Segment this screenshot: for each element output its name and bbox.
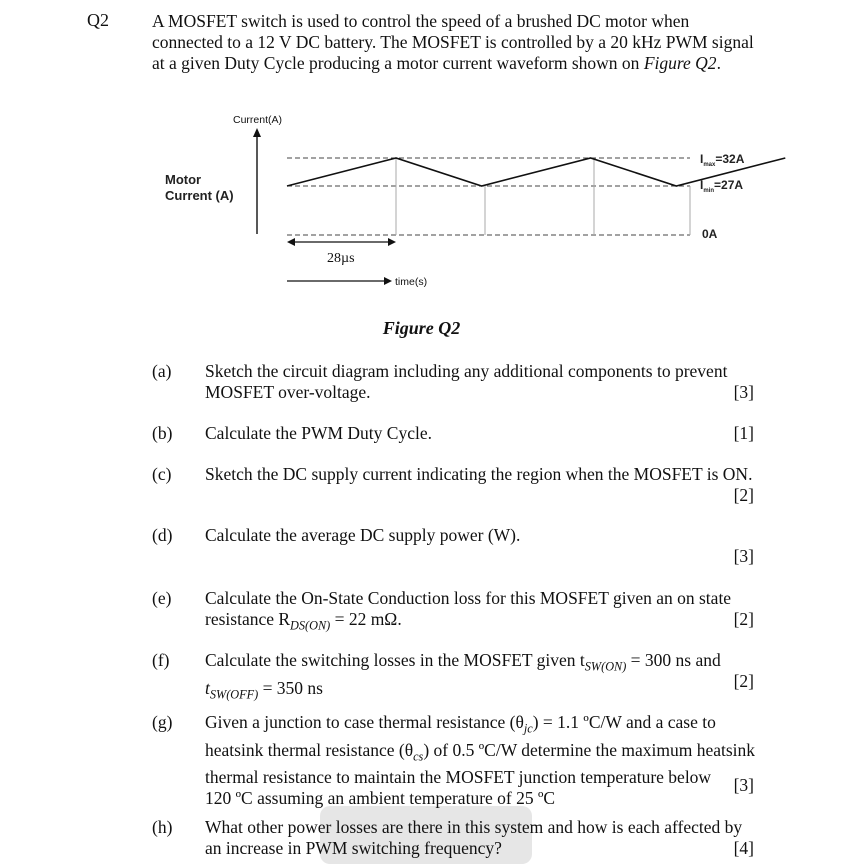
part-c-text: Sketch the DC supply current indicating the region when the MOSFET is ON. [205, 464, 753, 484]
part-g-marks: [3] [733, 775, 754, 795]
part-f-tswon-sub: SW(ON) [584, 659, 627, 674]
part-g-cs-sub: cs [413, 749, 424, 763]
zero-label: 0A [702, 227, 718, 241]
part-g-line-1a: Given a junction to case thermal resistance (θ [205, 712, 524, 732]
part-g-line-1b: ) = 1.1 ºC/W and a case to [532, 712, 716, 732]
part-e-line-1: Calculate the On-State Conduction loss for this MOSFET given an on state [205, 588, 732, 608]
part-a-marks: [3] [733, 382, 754, 402]
part-f-line-1 [205, 650, 760, 678]
part-g-label: (g) [152, 712, 173, 732]
question-intro [152, 11, 760, 74]
y-axis-label: Current(A) [233, 114, 283, 126]
side-label-line2: Current (A) [165, 188, 234, 203]
motor-current-figure [0, 100, 843, 300]
part-h-line-2: an increase in PWM switching frequency? [205, 838, 502, 858]
part-c-label: (c) [152, 464, 172, 484]
part-f-line-2 [205, 678, 760, 706]
imin-label: $I_{min}=27A$ [700, 178, 744, 194]
part-g-text [205, 712, 760, 809]
part-g-line-2 [205, 740, 760, 768]
part-a-text [205, 361, 760, 403]
part-e-marks: [2] [733, 609, 754, 629]
part-e-line-2 [205, 609, 760, 637]
part-h-text [205, 817, 760, 859]
part-f-text [205, 650, 760, 705]
part-f-line-1b: = 300 ns and [626, 650, 721, 670]
part-d-label: (d) [152, 525, 173, 545]
part-e-line-2b: = 22 mΩ. [330, 609, 402, 629]
part-h-label: (h) [152, 817, 173, 837]
part-f-marks: [2] [733, 671, 754, 691]
part-a-line-1: Sketch the circuit diagram including any additional components to prevent [205, 361, 728, 381]
period-arrow-right [388, 238, 396, 246]
part-g-line-3: thermal resistance to maintain the MOSFET junction temperature below [205, 767, 712, 787]
part-f-label: (f) [152, 650, 170, 670]
y-axis-arrow [253, 128, 261, 137]
part-f-line-1a: Calculate the switching losses in the MOSFET given t [205, 650, 585, 670]
part-g-line-1 [205, 712, 760, 740]
part-g-jc-sub: jc [523, 721, 533, 736]
part-e-text [205, 588, 760, 637]
part-g-line-4: 120 ºC assuming an ambient temperature of 25 ºC [205, 788, 556, 808]
time-axis-label: time(s) [395, 276, 428, 288]
part-e-label: (e) [152, 588, 172, 608]
period-arrow-left [287, 238, 295, 246]
part-b-label: (b) [152, 423, 173, 443]
intro-end: . [716, 53, 721, 73]
part-f-line-2b: = 350 ns [258, 677, 323, 698]
question-number: Q2 [87, 10, 109, 30]
part-c-marks: [2] [733, 485, 754, 505]
intro-line-3 [152, 53, 760, 74]
intro-line-1: A MOSFET switch is used to control the speed of a brushed DC motor when [152, 11, 690, 31]
part-h-line-1: What other power losses are there in this system and how is each affected by [205, 817, 743, 837]
part-g-line-2b: ) of 0.5 ºC/W determine the maximum heatsink [423, 739, 756, 760]
part-d-text: Calculate the average DC supply power (W). [205, 525, 521, 545]
part-a-label: (a) [152, 361, 172, 381]
part-b-text: Calculate the PWM Duty Cycle. [205, 423, 432, 443]
part-h-marks: [4] [733, 838, 754, 858]
imax-label: $I_{max}=32A$ [700, 152, 745, 168]
part-e-rds-sub: DS(ON) [290, 618, 331, 633]
intro-line-2: connected to a 12 V DC battery. The MOSFET is controlled by a 20 kHz PWM signal [152, 32, 754, 52]
part-b-marks: [1] [733, 423, 754, 443]
time-axis-arrow [384, 277, 392, 285]
part-f-t: t [205, 677, 210, 698]
intro-line-3-text: at a given Duty Cycle producing a motor current waveform shown on [152, 53, 644, 73]
part-e-line-2a: resistance R [205, 609, 291, 629]
side-label-line1: Motor [165, 172, 202, 187]
part-g-line-2a: heatsink thermal resistance (θ [205, 739, 414, 760]
part-a-line-2: MOSFET over-voltage. [205, 382, 371, 402]
intro-figure-ref: Figure Q2 [643, 53, 717, 73]
period-label: 28µs [327, 251, 355, 266]
part-f-tswoff-sub: SW(OFF) [209, 687, 259, 701]
part-d-marks: [3] [733, 546, 754, 566]
figure-caption: Figure Q2 [382, 318, 461, 338]
